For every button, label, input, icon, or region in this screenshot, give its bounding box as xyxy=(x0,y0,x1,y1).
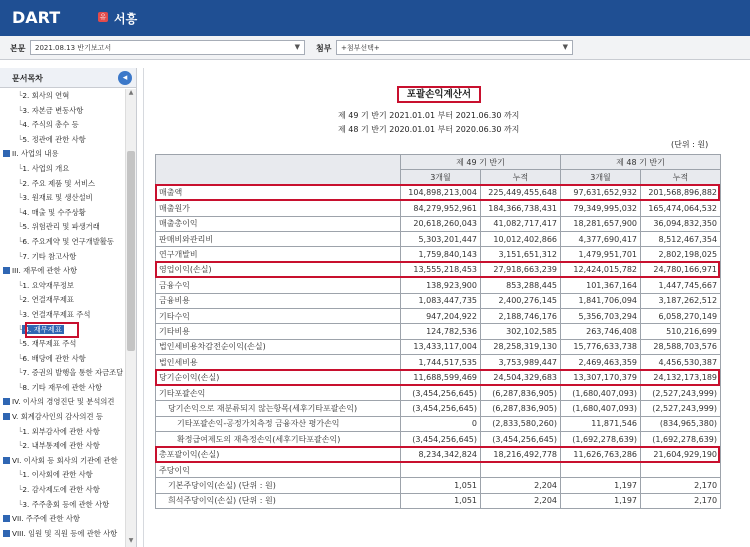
row-label: 법인세비용 xyxy=(156,355,401,370)
table-row xyxy=(156,308,721,323)
toc-item-label: 5. 재무제표 주석 xyxy=(22,339,77,349)
value-cell: 24,780,166,971 xyxy=(641,262,721,277)
period-prior: 제 48 기 반기 2020.01.01 부터 2020.06.30 까지 xyxy=(338,125,520,134)
dart-logo[interactable]: DART xyxy=(12,8,61,27)
chevron-down-icon: ▼ xyxy=(562,43,568,51)
table-row xyxy=(156,370,721,385)
value-cell: (3,454,256,645) xyxy=(481,432,561,447)
value-cell: 8,512,467,354 xyxy=(641,231,721,246)
value-cell: 1,197 xyxy=(561,493,641,508)
row-label: 매출액 xyxy=(156,185,401,200)
value-cell: 11,688,599,469 xyxy=(401,370,481,385)
collapse-sidebar-icon[interactable]: ◂ xyxy=(118,71,132,85)
value-cell: 1,083,447,735 xyxy=(401,293,481,308)
value-cell: 104,898,213,004 xyxy=(401,185,481,200)
toc-item-label: 6. 배당에 관한 사항 xyxy=(22,353,86,363)
row-label: 매출총이익 xyxy=(156,216,401,231)
row-label: 연구개발비 xyxy=(156,247,401,262)
toc-item-label: VIII. 임원 및 직원 등에 관한 사항 xyxy=(12,528,118,538)
table-row xyxy=(156,401,721,416)
toc-item[interactable] xyxy=(0,206,124,221)
toc-item-label: 7. 기타 참고사항 xyxy=(22,251,77,261)
toc-item-label: 6. 주요계약 및 연구개발활동 xyxy=(22,236,114,246)
toc-item-label: 1. 요약재무정보 xyxy=(22,280,74,290)
toc-item-label: 1. 외부감사에 관한 사항 xyxy=(22,426,100,436)
current-3m-header: 3개월 xyxy=(401,170,481,185)
toc-title: 문서목차 xyxy=(12,74,43,83)
folder-icon xyxy=(3,457,10,464)
value-cell: 1,744,517,535 xyxy=(401,355,481,370)
toc-item-label: 1. 사업의 개요 xyxy=(22,163,70,173)
folder-icon xyxy=(3,413,10,420)
value-cell: 8,234,342,824 xyxy=(401,447,481,462)
toc-item-label: 2. 회사의 연혁 xyxy=(22,91,70,100)
toc-item-label: 4. 주식의 총수 등 xyxy=(22,120,79,130)
tree-branch-icon: └ xyxy=(18,309,23,319)
folder-icon xyxy=(3,398,10,405)
value-cell: 1,051 xyxy=(401,478,481,493)
row-label: 법인세비용차감전순이익(손실) xyxy=(156,339,401,354)
row-label: 희석주당이익(손실) (단위 : 원) xyxy=(156,493,401,508)
toc-item[interactable] xyxy=(0,352,124,367)
attach-label: 첨부 xyxy=(316,44,332,53)
value-cell: (1,692,278,639) xyxy=(641,432,721,447)
toc-item-label: VI. 이사회 등 회사의 기관에 관한 xyxy=(12,455,118,465)
value-cell: 1,759,840,143 xyxy=(401,247,481,262)
toc-item[interactable] xyxy=(0,498,124,513)
top-header xyxy=(0,0,750,36)
value-cell: 2,469,463,359 xyxy=(561,355,641,370)
table-row xyxy=(156,231,721,246)
value-cell: 124,782,536 xyxy=(401,324,481,339)
toc-item-label: 5. 정관에 관한 사항 xyxy=(22,134,86,144)
tree-branch-icon: └ xyxy=(18,207,23,217)
value-cell: 2,204 xyxy=(481,478,561,493)
toc-header xyxy=(0,68,136,88)
toc-item-label: 5. 위험관리 및 파생거래 xyxy=(22,222,100,232)
tree-branch-icon: └ xyxy=(18,105,23,115)
value-cell: 28,258,319,130 xyxy=(481,339,561,354)
tree-branch-icon: └ xyxy=(18,222,23,232)
statement-title: 포괄손익계산서 xyxy=(397,86,481,103)
toc-item[interactable] xyxy=(0,191,124,206)
row-label: 주당이익 xyxy=(156,462,401,477)
document-content xyxy=(143,68,750,547)
value-cell xyxy=(401,462,481,477)
table-row xyxy=(156,201,721,216)
toc-item-label: 3. 자본금 변동사항 xyxy=(22,105,84,115)
table-row xyxy=(156,478,721,493)
label-header xyxy=(156,155,401,186)
toc-item[interactable] xyxy=(0,483,124,498)
tree-branch-icon: └ xyxy=(18,368,23,378)
value-cell: 24,132,173,189 xyxy=(641,370,721,385)
tree-branch-icon: └ xyxy=(18,470,23,480)
tree-branch-icon: └ xyxy=(18,91,23,100)
toc-item-label: 2. 감사제도에 관한 사항 xyxy=(22,485,100,495)
folder-icon xyxy=(3,530,10,537)
toc-item-label: VII. 주주에 관한 사항 xyxy=(12,514,80,524)
value-cell: 138,923,900 xyxy=(401,278,481,293)
current-cum-header: 누적 xyxy=(481,170,561,185)
current-period-header: 제 49 기 반기 xyxy=(401,155,561,170)
toc-item[interactable] xyxy=(0,250,124,265)
value-cell: (6,287,836,905) xyxy=(481,385,561,400)
value-cell: 853,288,445 xyxy=(481,278,561,293)
scroll-thumb[interactable] xyxy=(127,151,135,351)
value-cell: 201,568,896,882 xyxy=(641,185,721,200)
value-cell: (6,287,836,905) xyxy=(481,401,561,416)
toc-item-label: 7. 증권의 발행을 통한 자금조달 xyxy=(22,368,124,378)
value-cell: 12,424,015,782 xyxy=(561,262,641,277)
toc-item[interactable] xyxy=(0,337,124,352)
report-select[interactable] xyxy=(30,40,305,55)
report-label: 본문 xyxy=(10,44,26,53)
unit-label: (단위 : 원) xyxy=(671,140,709,149)
tree-branch-icon: └ xyxy=(18,499,23,509)
value-cell: 20,618,260,043 xyxy=(401,216,481,231)
value-cell: 79,349,995,032 xyxy=(561,201,641,216)
row-label: 총포괄이익(손실) xyxy=(156,447,401,462)
table-row xyxy=(156,416,721,431)
tree-branch-icon: └ xyxy=(18,120,23,130)
toc-item-label: 1. 이사회에 관한 사항 xyxy=(22,470,93,480)
value-cell: 3,151,651,312 xyxy=(481,247,561,262)
table-row xyxy=(156,247,721,262)
toc-item[interactable] xyxy=(0,425,124,440)
toc-item-label: 2. 연결재무제표 xyxy=(22,295,74,305)
value-cell: 5,303,201,447 xyxy=(401,231,481,246)
table-row xyxy=(156,216,721,231)
value-cell: 28,588,703,576 xyxy=(641,339,721,354)
value-cell xyxy=(481,462,561,477)
scroll-down-icon[interactable]: ▼ xyxy=(128,537,134,544)
value-cell: 84,279,952,961 xyxy=(401,201,481,216)
toc-item-label: 8. 기타 재무에 관한 사항 xyxy=(22,382,103,392)
table-row xyxy=(156,385,721,400)
row-label: 영업이익(손실) xyxy=(156,262,401,277)
folder-icon xyxy=(3,515,10,522)
value-cell: (2,833,580,260) xyxy=(481,416,561,431)
toc-item[interactable] xyxy=(0,439,124,454)
tree-branch-icon: └ xyxy=(18,382,23,392)
value-cell: 11,626,763,286 xyxy=(561,447,641,462)
table-row xyxy=(156,293,721,308)
value-cell: 225,449,455,648 xyxy=(481,185,561,200)
value-cell: 15,776,633,738 xyxy=(561,339,641,354)
value-cell: 18,216,492,778 xyxy=(481,447,561,462)
toc-item-label: 3. 원재료 및 생산설비 xyxy=(22,193,93,203)
toc-item[interactable] xyxy=(0,293,124,308)
value-cell: 2,170 xyxy=(641,478,721,493)
toc-item-label: 3. 주주총회 등에 관한 사항 xyxy=(22,499,110,509)
value-cell: 0 xyxy=(401,416,481,431)
value-cell: 1,447,745,667 xyxy=(641,278,721,293)
value-cell: 2,400,276,145 xyxy=(481,293,561,308)
row-label: 금융수익 xyxy=(156,278,401,293)
row-label: 판매비와관리비 xyxy=(156,231,401,246)
value-cell: 1,479,951,701 xyxy=(561,247,641,262)
row-label: 기타포괄손익-공정가치측정 금융자산 평가손익 xyxy=(156,416,401,431)
table-row xyxy=(156,278,721,293)
table-row xyxy=(156,462,721,477)
value-cell: 13,433,117,004 xyxy=(401,339,481,354)
report-toolbar xyxy=(0,36,750,60)
value-cell: 3,753,989,447 xyxy=(481,355,561,370)
value-cell: 13,307,170,379 xyxy=(561,370,641,385)
value-cell: (2,527,243,999) xyxy=(641,385,721,400)
value-cell: 2,204 xyxy=(481,493,561,508)
value-cell: (3,454,256,645) xyxy=(401,385,481,400)
scroll-up-icon[interactable]: ▲ xyxy=(128,89,134,96)
toc-item-label: V. 회계감사인의 감사의견 등 xyxy=(12,412,103,422)
row-label: 당기순이익(손실) xyxy=(156,370,401,385)
value-cell: 6,058,270,149 xyxy=(641,308,721,323)
toc-item-label: II. 사업의 내용 xyxy=(12,149,59,159)
value-cell: 4,456,530,387 xyxy=(641,355,721,370)
tree-branch-icon: └ xyxy=(18,193,23,203)
toc-item[interactable] xyxy=(0,468,124,483)
toc-item[interactable] xyxy=(0,308,124,323)
value-cell: 2,802,198,025 xyxy=(641,247,721,262)
table-row xyxy=(156,447,721,462)
value-cell: 18,281,657,900 xyxy=(561,216,641,231)
value-cell: 3,187,262,512 xyxy=(641,293,721,308)
toc-item[interactable] xyxy=(0,279,124,294)
row-label: 당기손익으로 재분류되지 않는항목(세후기타포괄손익) xyxy=(156,401,401,416)
document-toc-sidebar xyxy=(0,68,137,547)
tree-branch-icon: └ xyxy=(18,280,23,290)
toc-item-label: 4. 재무제표 xyxy=(24,324,62,334)
toc-item[interactable] xyxy=(0,381,124,396)
tree-branch-icon: └ xyxy=(18,441,23,451)
value-cell: 510,216,699 xyxy=(641,324,721,339)
value-cell: 41,082,717,417 xyxy=(481,216,561,231)
table-row xyxy=(156,324,721,339)
value-cell xyxy=(561,462,641,477)
toc-tree xyxy=(0,89,124,541)
income-statement-table xyxy=(155,154,721,509)
row-label: 기본주당이익(손실) (단위 : 원) xyxy=(156,478,401,493)
toc-item-label: III. 재무에 관한 사항 xyxy=(12,266,78,276)
folder-icon xyxy=(3,150,10,157)
prior-period-header: 제 48 기 반기 xyxy=(561,155,721,170)
toc-item-label: 2. 내부통제에 관한 사항 xyxy=(22,441,100,451)
value-cell: 13,555,218,453 xyxy=(401,262,481,277)
tree-branch-icon: └ xyxy=(18,426,23,436)
value-cell: 36,094,832,350 xyxy=(641,216,721,231)
toc-item-label: 3. 연결재무제표 주석 xyxy=(22,309,91,319)
toc-item[interactable] xyxy=(0,104,124,119)
value-cell: (1,680,407,093) xyxy=(561,401,641,416)
value-cell: 263,746,408 xyxy=(561,324,641,339)
value-cell: 97,631,652,932 xyxy=(561,185,641,200)
period-current: 제 49 기 반기 2021.01.01 부터 2021.06.30 까지 xyxy=(338,111,520,120)
value-cell: 2,170 xyxy=(641,493,721,508)
toc-highlight-box xyxy=(25,322,79,338)
toc-item[interactable] xyxy=(0,395,124,410)
prior-cum-header: 누적 xyxy=(641,170,721,185)
toc-item-label: 4. 매출 및 수주상황 xyxy=(22,207,86,217)
value-cell: (1,680,407,093) xyxy=(561,385,641,400)
value-cell: 5,356,703,294 xyxy=(561,308,641,323)
toc-item[interactable] xyxy=(0,89,124,104)
value-cell: 11,871,546 xyxy=(561,416,641,431)
toc-item[interactable] xyxy=(0,454,124,469)
value-cell: 24,504,329,683 xyxy=(481,370,561,385)
folder-icon xyxy=(3,267,10,274)
table-row xyxy=(156,185,721,200)
row-label: 기타수익 xyxy=(156,308,401,323)
value-cell: 4,377,690,417 xyxy=(561,231,641,246)
row-label: 확정급여제도의 재측정손익(세후기타포괄손익) xyxy=(156,432,401,447)
toc-item[interactable] xyxy=(0,147,124,162)
table-row xyxy=(156,339,721,354)
row-label: 기타비용 xyxy=(156,324,401,339)
row-label: 매출원가 xyxy=(156,201,401,216)
tree-branch-icon: └ xyxy=(18,339,23,349)
toc-item[interactable] xyxy=(0,366,124,381)
table-row xyxy=(156,262,721,277)
tree-branch-icon: └ xyxy=(18,485,23,495)
value-cell: 302,102,585 xyxy=(481,324,561,339)
value-cell: (3,454,256,645) xyxy=(401,401,481,416)
table-row xyxy=(156,493,721,508)
toc-item[interactable] xyxy=(0,527,124,542)
table-row xyxy=(156,355,721,370)
toc-item[interactable] xyxy=(0,235,124,250)
value-cell: 21,604,929,190 xyxy=(641,447,721,462)
toc-item[interactable] xyxy=(0,133,124,148)
value-cell: (1,692,278,639) xyxy=(561,432,641,447)
value-cell: (2,527,243,999) xyxy=(641,401,721,416)
company-name: 서흥 xyxy=(114,12,138,26)
report-select-value: 2021.08.13 반기보고서 xyxy=(35,44,112,52)
toc-scrollbar[interactable] xyxy=(125,89,136,547)
tree-branch-icon: └ xyxy=(18,134,23,144)
table-row xyxy=(156,432,721,447)
tree-branch-icon: └ xyxy=(18,178,23,188)
value-cell: 1,841,706,094 xyxy=(561,293,641,308)
value-cell: 184,366,738,431 xyxy=(481,201,561,216)
value-cell: (3,454,256,645) xyxy=(401,432,481,447)
tree-branch-icon: └ xyxy=(18,353,23,363)
value-cell: 1,197 xyxy=(561,478,641,493)
toc-item[interactable] xyxy=(0,512,124,527)
attachment-select-value: +첨부선택+ xyxy=(341,44,380,52)
toc-item[interactable] xyxy=(0,118,124,133)
tree-branch-icon: └ xyxy=(18,251,23,261)
value-cell xyxy=(641,462,721,477)
value-cell: (834,965,380) xyxy=(641,416,721,431)
tree-branch-icon: └ xyxy=(18,324,23,334)
value-cell: 27,918,663,239 xyxy=(481,262,561,277)
value-cell: 1,051 xyxy=(401,493,481,508)
value-cell: 947,204,922 xyxy=(401,308,481,323)
attachment-select[interactable] xyxy=(336,40,573,55)
toc-item[interactable] xyxy=(0,177,124,192)
chevron-down-icon: ▼ xyxy=(294,43,300,51)
prior-3m-header: 3개월 xyxy=(561,170,641,185)
value-cell: 165,474,064,532 xyxy=(641,201,721,216)
value-cell: 101,367,164 xyxy=(561,278,641,293)
tree-branch-icon: └ xyxy=(18,163,23,173)
toc-item[interactable] xyxy=(0,264,124,279)
row-label: 기타포괄손익 xyxy=(156,385,401,400)
tree-branch-icon: └ xyxy=(18,295,23,305)
company-type-badge: 유 xyxy=(99,13,107,21)
value-cell: 2,188,746,176 xyxy=(481,308,561,323)
toc-item[interactable] xyxy=(0,162,124,177)
toc-item-label: IV. 이사의 경영진단 및 분석의견 xyxy=(12,397,115,407)
toc-item[interactable] xyxy=(0,410,124,425)
toc-item[interactable] xyxy=(0,220,124,235)
row-label: 금융비용 xyxy=(156,293,401,308)
value-cell: 10,012,402,866 xyxy=(481,231,561,246)
toc-item-label: 2. 주요 제품 및 서비스 xyxy=(22,178,96,188)
tree-branch-icon: └ xyxy=(18,236,23,246)
